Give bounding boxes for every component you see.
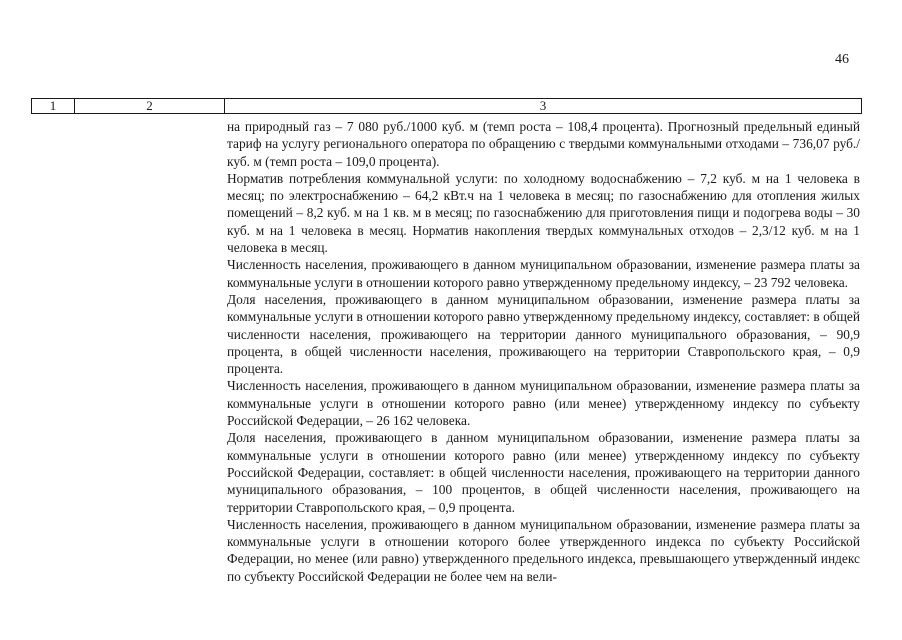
paragraph-consumption-norms: Норматив потребления коммунальной услуги: по холодному водоснабжению – 7,2 куб. м на 1 человека в месяц; по электроснабжению – 64,2 кВт.ч на 1 человека в месяц; по газоснабжению для отопления жилых помещений – 8,2 куб. м на 1 кв. м в месяц; по газоснабжению для приготовления пищи и подогрева воды – 30 куб. м на 1 человека в месяц. Норматив накопления твердых коммунальных отходов – 2,3/12 куб. м на 1 человека в месяц. [227,170,860,256]
paragraph-share-regional-index: Доля населения, проживающего в данном муниципальном образовании, изменение размера платы за коммунальные услуги в отношении которого равно (или менее) утвержденному индексу по субъекту Российской Федерации, составляет: в общей численности населения, проживающего на территории данного муниципального образования, – 100 процентов, в общей численности населения, проживающего на территории Ставропольского края, – 0,9 процента. [227,430,860,515]
paragraph-population-limit-index: Численность населения, проживающего в данном муниципальном образовании, изменение размера платы за коммунальные услуги в отношении которого равно утвержденному предельному индексу, – 23 792 человека. [227,257,860,290]
table-header-cell-3: 3 [539,98,547,113]
paragraph-population-regional-index: Численность населения, проживающего в данном муниципальном образовании, изменение размера платы за коммунальные услуги в отношении которого равно (или менее) утвержденному индексу по субъекту Российской Федерации, – 26 162 человека. [227,378,860,429]
paragraph-tariff-continuation: на природный газ – 7 080 руб./1000 куб. м (темп роста – 108,4 процента). Прогнозный предельный единый тариф на услугу регионального оператора по обращению с твердыми коммунальными отходами – 736,07 руб./куб. м (темп роста – 109,0 процента). [227,119,860,169]
paragraph-share-limit-index: Доля населения, проживающего в данном муниципальном образовании, изменение размера платы за коммунальные услуги в отношении которого равно утвержденному предельному индексу, составляет: в общей численности населения, проживающего на территории данного муниципального образования, – 90,9 процента, в общей численности населения, проживающего на территории Ставропольского края, – 0,9 процента. [227,291,860,377]
table-header-cell-1: 1 [32,99,75,113]
page-number: 46 [835,52,849,67]
paragraph-population-above-regional-index: Численность населения, проживающего в данном муниципальном образовании, изменение размера платы за коммунальные услуги в отношении которого более утвержденного индекса по субъекту Российской Федерации, но менее (или равно) утвержденного предельного индекса, превышающего утвержденный индекс по субъекту Российской Федерации не более чем на вели- [227,516,860,584]
table-header-row [31,98,862,114]
document-body [227,118,860,585]
table-header-cell-2: 2 [75,99,225,113]
